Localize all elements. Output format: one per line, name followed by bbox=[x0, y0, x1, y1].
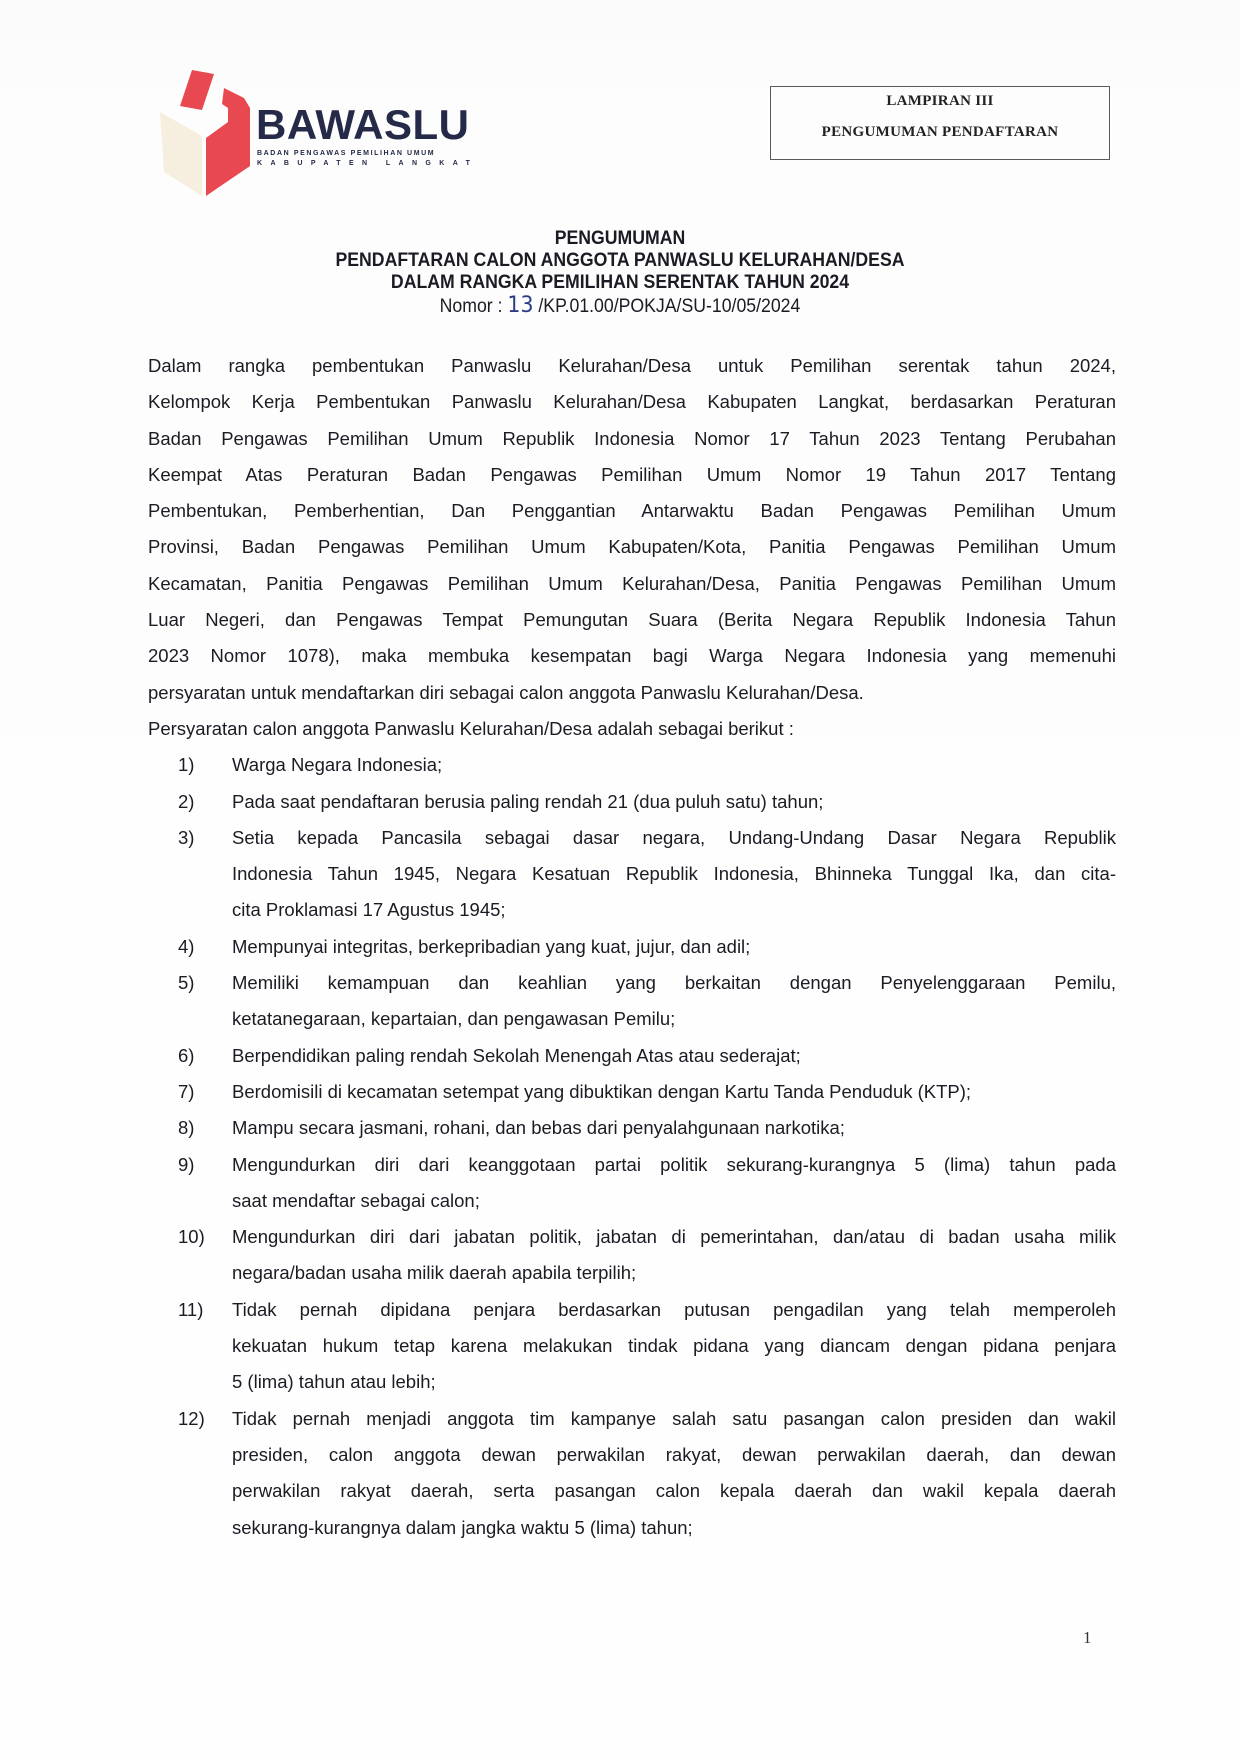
requirement-line: sekurang-kurangnya dalam jangka waktu 5 (lima) tahun; bbox=[232, 1516, 693, 1538]
requirement-number: 11) bbox=[178, 1298, 204, 1320]
nomor-handwritten: 13 bbox=[507, 293, 534, 318]
requirement-number: 5) bbox=[178, 972, 195, 994]
title-line-2: PENDAFTARAN CALON ANGGOTA PANWASLU KELURAHAN/DESA bbox=[335, 250, 905, 271]
requirement-line: Mampu secara jasmani, rohani, dan bebas dari penyalahgunaan narkotika; bbox=[232, 1117, 845, 1139]
requirement-line: Pada saat pendaftaran berusia paling rendah 21 (dua puluh satu) tahun; bbox=[232, 790, 824, 812]
requirement-item bbox=[148, 929, 1116, 965]
requirement-item bbox=[148, 1219, 1116, 1292]
requirement-line: kekuatan hukum tetap karena melakukan tindak pidana yang diancam dengan pidana penjara bbox=[232, 1335, 1116, 1357]
paragraph-line: Luar Negeri, dan Pengawas Tempat Pemungutan Suara (Berita Negara Republik Indonesia Tahun bbox=[148, 609, 1116, 631]
page-number: 1 bbox=[1083, 1628, 1092, 1647]
requirement-number: 6) bbox=[178, 1044, 195, 1066]
requirement-line: Setia kepada Pancasila sebagai dasar negara, Undang-Undang Dasar Negara Republik bbox=[232, 826, 1116, 848]
requirement-number: 2) bbox=[178, 790, 195, 812]
requirement-line: cita Proklamasi 17 Agustus 1945; bbox=[232, 899, 506, 921]
requirement-text bbox=[232, 747, 1116, 783]
paragraph-line: Keempat Atas Peraturan Badan Pengawas Pemilihan Umum Nomor 19 Tahun 2017 Tentang bbox=[148, 463, 1116, 485]
requirement-number: 12) bbox=[178, 1407, 205, 1429]
requirement-number: 7) bbox=[178, 1080, 195, 1102]
requirement-line: Indonesia Tahun 1945, Negara Kesatuan Republik Indonesia, Bhinneka Tunggal Ika, dan cita- bbox=[232, 863, 1116, 885]
intro-paragraph bbox=[148, 348, 1116, 711]
bawaslu-logo bbox=[158, 68, 478, 208]
paragraph-line: Dalam rangka pembentukan Panwaslu Kelurahan/Desa untuk Pemilihan serentak tahun 2024, bbox=[148, 355, 1116, 376]
requirement-text bbox=[232, 1401, 1116, 1546]
nomor-code: /KP.01.00/POKJA/SU-10/05/2024 bbox=[533, 296, 801, 317]
title-line-1: PENGUMUMAN bbox=[554, 228, 686, 249]
logo-subtitle-region: KABUPATEN LANGKAT bbox=[257, 160, 479, 167]
requirement-text bbox=[232, 929, 1116, 965]
requirement-text bbox=[232, 1292, 1116, 1401]
paragraph-line: Provinsi, Badan Pengawas Pemilihan Umum Kabupaten/Kota, Panitia Pengawas Pemilihan Umum bbox=[148, 536, 1116, 558]
requirement-line: Mempunyai integritas, berkepribadian yang kuat, jujur, dan adil; bbox=[232, 935, 751, 957]
requirement-text bbox=[232, 965, 1116, 1038]
requirement-text bbox=[232, 1110, 1116, 1146]
requirement-text bbox=[232, 1147, 1116, 1220]
requirement-number: 8) bbox=[178, 1117, 195, 1139]
requirement-text bbox=[232, 784, 1116, 820]
requirement-line: Mengundurkan diri dari jabatan politik, jabatan di pemerintahan, dan/atau di badan usaha milik bbox=[232, 1226, 1116, 1248]
requirement-item bbox=[148, 1110, 1116, 1146]
requirement-number: 3) bbox=[178, 826, 195, 848]
attachment-title: PENGUMUMAN PENDAFTARAN bbox=[821, 124, 1059, 140]
title-line-3: DALAM RANGKA PEMILIHAN SERENTAK TAHUN 2024 bbox=[390, 272, 850, 293]
requirement-item bbox=[148, 820, 1116, 929]
requirement-line: saat mendaftar sebagai calon; bbox=[232, 1189, 480, 1211]
requirement-line: Warga Negara Indonesia; bbox=[232, 754, 443, 776]
logo-wordmark: BAWASLU bbox=[256, 101, 470, 148]
requirement-text bbox=[232, 1219, 1116, 1292]
requirement-line: Tidak pernah menjadi anggota tim kampanye salah satu pasangan calon presiden dan wakil bbox=[232, 1407, 1116, 1429]
paragraph-line: persyaratan untuk mendaftarkan diri sebagai calon anggota Panwaslu Kelurahan/Desa. bbox=[148, 681, 864, 703]
paragraph-line: Pembentukan, Pemberhentian, Dan Penggantian Antarwaktu Badan Pengawas Pemilihan Umum bbox=[148, 500, 1116, 522]
requirement-item bbox=[148, 1038, 1116, 1074]
attachment-label-box bbox=[770, 86, 1110, 160]
requirement-item bbox=[148, 1292, 1116, 1401]
requirement-line: 5 (lima) tahun atau lebih; bbox=[232, 1371, 436, 1393]
requirement-line: ketatanegaraan, kepartaian, dan pengawasan Pemilu; bbox=[232, 1008, 676, 1030]
requirements-intro: Persyaratan calon anggota Panwaslu Kelurahan/Desa adalah sebagai berikut : bbox=[148, 717, 794, 739]
paragraph-line: 2023 Nomor 1078), maka membuka kesempatan bagi Warga Negara Indonesia yang memenuhi bbox=[148, 645, 1116, 667]
requirement-item bbox=[148, 1401, 1116, 1546]
requirement-item bbox=[148, 1074, 1116, 1110]
requirement-line: Tidak pernah dipidana penjara berdasarkan putusan pengadilan yang telah memperoleh bbox=[232, 1298, 1116, 1320]
requirements-list bbox=[148, 747, 1116, 1546]
requirement-item bbox=[148, 965, 1116, 1038]
requirement-text bbox=[232, 1038, 1116, 1074]
ballot-box-icon bbox=[158, 68, 254, 200]
requirement-text bbox=[232, 1074, 1116, 1110]
requirement-line: Berpendidikan paling rendah Sekolah Menengah Atas atau sederajat; bbox=[232, 1044, 801, 1066]
paragraph-line: Kelompok Kerja Pembentukan Panwaslu Kelurahan/Desa Kabupaten Langkat, berdasarkan Peraturan bbox=[148, 391, 1116, 413]
requirement-line: Memiliki kemampuan dan keahlian yang berkaitan dengan Penyelenggaraan Pemilu, bbox=[232, 972, 1116, 994]
attachment-number: LAMPIRAN III bbox=[886, 93, 994, 109]
document-body bbox=[148, 348, 1116, 1546]
requirement-number: 1) bbox=[178, 754, 195, 776]
requirement-line: Berdomisili di kecamatan setempat yang dibuktikan dengan Kartu Tanda Penduduk (KTP); bbox=[232, 1080, 972, 1102]
requirement-item bbox=[148, 747, 1116, 783]
requirement-line: perwakilan rakyat daerah, serta pasangan calon kepala daerah dan wakil kepala daerah bbox=[232, 1480, 1116, 1502]
requirement-line: Mengundurkan diri dari keanggotaan partai politik sekurang-kurangnya 5 (lima) tahun pada bbox=[232, 1153, 1116, 1175]
logo-subtitle-agency: BADAN PENGAWAS PEMILIHAN UMUM bbox=[257, 150, 436, 157]
requirement-number: 10) bbox=[178, 1226, 205, 1248]
requirement-text bbox=[232, 820, 1116, 929]
requirement-line: presiden, calon anggota dewan perwakilan rakyat, dewan perwakilan daerah, dan dewan bbox=[232, 1443, 1116, 1465]
requirement-item bbox=[148, 1147, 1116, 1220]
requirement-item bbox=[148, 784, 1116, 820]
requirement-number: 9) bbox=[178, 1153, 195, 1175]
requirement-line: negara/badan usaha milik daerah apabila terpilih; bbox=[232, 1262, 637, 1284]
nomor-label: Nomor : bbox=[439, 296, 508, 317]
document-number bbox=[43, 294, 1196, 319]
announcement-title-block bbox=[0, 228, 1240, 319]
paragraph-line: Kecamatan, Panitia Pengawas Pemilihan Umum Kelurahan/Desa, Panitia Pengawas Pemilihan Umum bbox=[148, 572, 1116, 594]
paragraph-line: Badan Pengawas Pemilihan Umum Republik Indonesia Nomor 17 Tahun 2023 Tentang Perubahan bbox=[148, 427, 1116, 449]
requirement-number: 4) bbox=[178, 935, 195, 957]
